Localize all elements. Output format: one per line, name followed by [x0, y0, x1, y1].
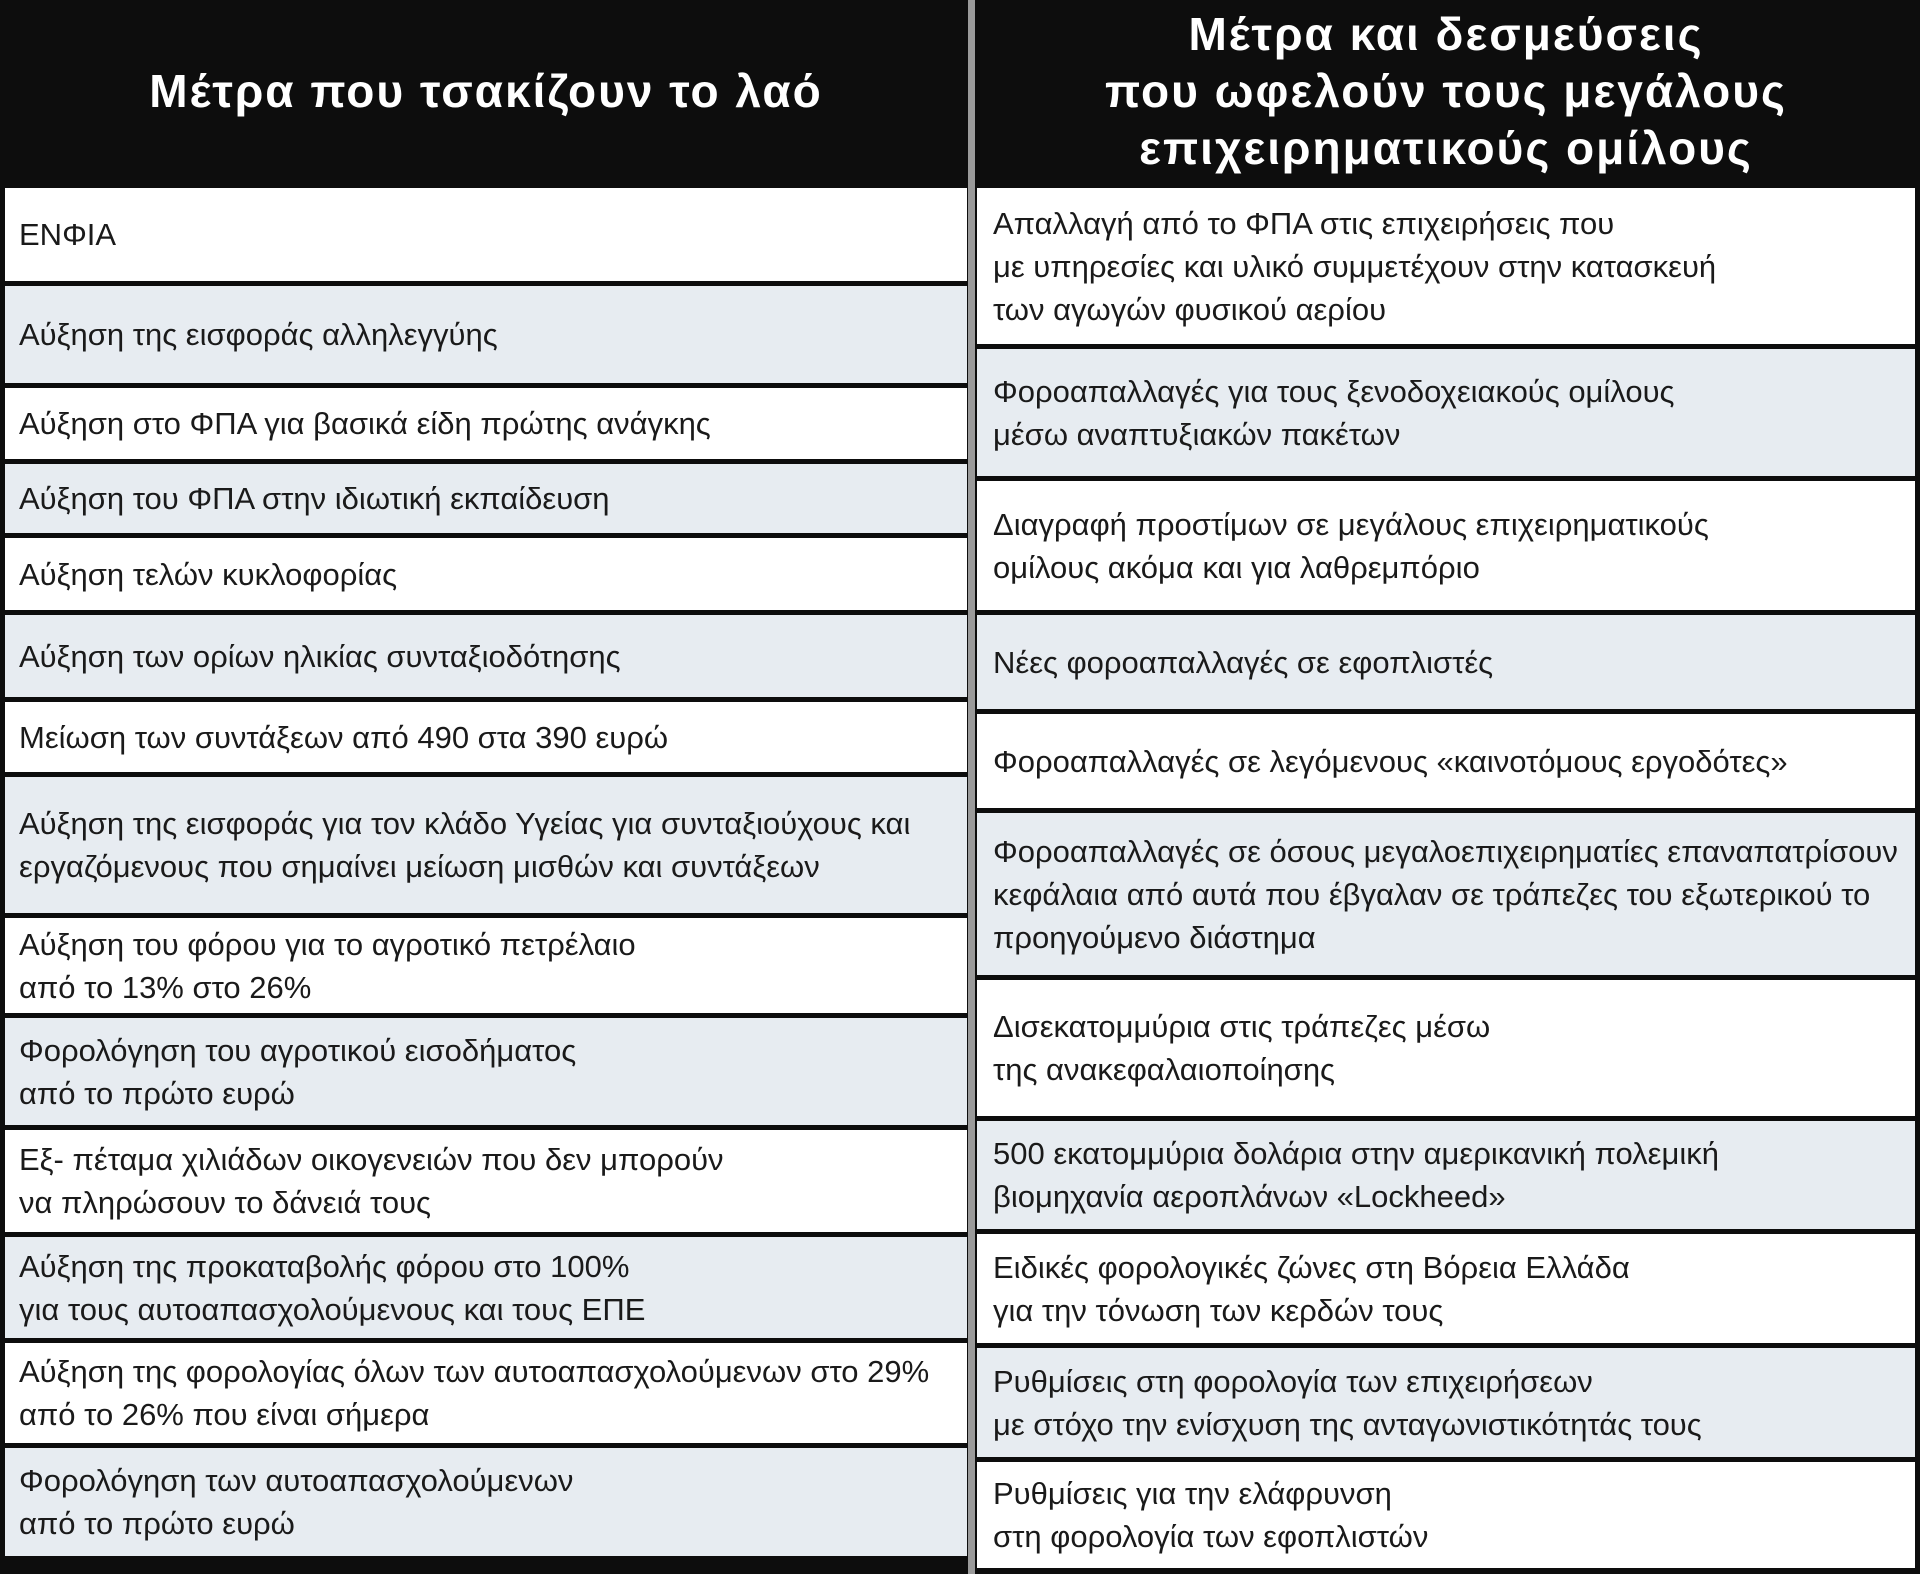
table-row: Φορολόγηση των αυτοαπασχολούμενων από το πρώτο ευρώ [5, 1443, 967, 1556]
table-row: Νέες φοροαπαλλαγές σε εφοπλιστές [977, 610, 1915, 709]
table-row: Αύξηση στο ΦΠΑ για βασικά είδη πρώτης ανάγκης [5, 383, 967, 459]
table-row: 500 εκατομμύρια δολάρια στην αμερικανική πολεμική βιομηχανία αεροπλάνων «Lockheed» [977, 1116, 1915, 1229]
table-row: Εξ- πέταμα χιλιάδων οικογενειών που δεν μπορούν να πληρώσουν το δάνειά τους [5, 1125, 967, 1232]
column-divider [968, 0, 975, 1574]
table-row: Αύξηση της εισφοράς αλληλεγγύης [5, 281, 967, 383]
table-row: Ειδικές φορολογικές ζώνες στη Βόρεια Ελλάδα για την τόνωση των κερδών τους [977, 1229, 1915, 1343]
table-row: Ρυθμίσεις για την ελάφρυνση στη φορολογία των εφοπλιστών [977, 1457, 1915, 1568]
table-row: Φορολόγηση του αγροτικού εισοδήματος από το πρώτο ευρώ [5, 1013, 967, 1125]
table-row: Μείωση των συντάξεων από 490 στα 390 ευρώ [5, 697, 967, 772]
table-row: Αύξηση της εισφοράς για τον κλάδο Υγείας για συνταξιούχους και εργαζόμενους που σημαίνει μείωση μισθών και συντάξεων [5, 772, 967, 913]
table-row: ΕΝΦΙΑ [5, 183, 967, 281]
table-row: Αύξηση του ΦΠΑ στην ιδιωτική εκπαίδευση [5, 459, 967, 533]
table-row: Φοροαπαλλαγές σε λεγόμενους «καινοτόμους εργοδότες» [977, 709, 1915, 808]
table-row: Αύξηση της φορολογίας όλων των αυτοαπασχολούμενων στο 29% από το 26% που είναι σήμερα [5, 1338, 967, 1443]
table-row: Διαγραφή προστίμων σε μεγάλους επιχειρηματικούς ομίλους ακόμα και για λαθρεμπόριο [977, 476, 1915, 610]
left-column-header: Μέτρα που τσακίζουν το λαό [5, 0, 967, 183]
table-row: Αύξηση της προκαταβολής φόρου στο 100% για τους αυτοαπασχολούμενους και τους ΕΠΕ [5, 1232, 967, 1338]
table-row: Ρυθμίσεις στη φορολογία των επιχειρήσεων με στόχο την ενίσχυση της ανταγωνιστικότητάς τους [977, 1343, 1915, 1457]
right-rows [977, 183, 1915, 1574]
table-row: Αύξηση των ορίων ηλικίας συνταξιοδότησης [5, 610, 967, 697]
table-row: Απαλλαγή από το ΦΠΑ στις επιχειρήσεις που με υπηρεσίες και υλικό συμμετέχουν στην κατασκευή των αγωγών φυσικού αερίου [977, 183, 1915, 344]
left-rows [5, 183, 967, 1574]
left-column [5, 0, 967, 1574]
table-row: Φοροαπαλλαγές για τους ξενοδοχειακούς ομίλους μέσω αναπτυξιακών πακέτων [977, 344, 1915, 476]
table-row: Αύξηση του φόρου για το αγροτικό πετρέλαιο από το 13% στο 26% [5, 913, 967, 1013]
table-row: Αύξηση τελών κυκλοφορίας [5, 533, 967, 610]
right-column-header: Μέτρα και δεσμεύσεις που ωφελούν τους μεγάλους επιχειρηματικούς ομίλους [977, 0, 1915, 183]
table-row: Φοροαπαλλαγές σε όσους μεγαλοεπιχειρηματίες επαναπατρίσουν κεφάλαια από αυτά που έβγαλαν σε τράπεζες του εξωτερικού το προηγούμενο διάστημα [977, 808, 1915, 975]
right-column [977, 0, 1915, 1574]
table-row: Δισεκατομμύρια στις τράπεζες μέσω της ανακεφαλαιοποίησης [977, 975, 1915, 1116]
